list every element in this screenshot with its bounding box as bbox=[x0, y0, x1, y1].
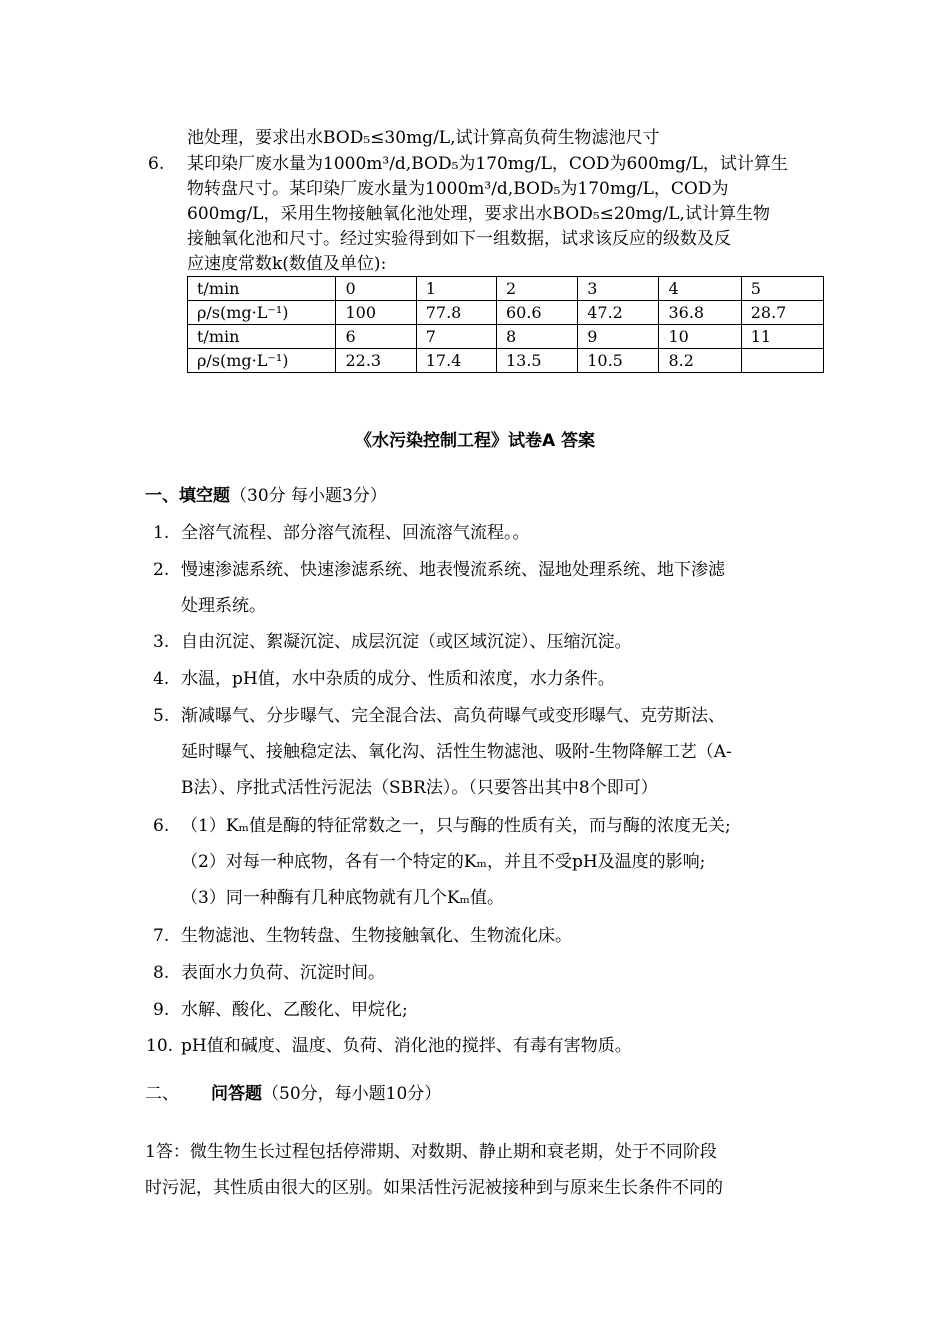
answer-line: 水温，pH值，水中杂质的成分、性质和浓度，水力条件。 bbox=[181, 669, 615, 689]
table-cell: 11 bbox=[741, 325, 823, 349]
table-cell: ρ/s(mg·L⁻¹) bbox=[188, 301, 336, 325]
table-cell: 5 bbox=[741, 277, 823, 301]
answer-paragraph-line: 时污泥，其性质由很大的区别。如果活性污泥被接种到与原来生长条件不同的 bbox=[145, 1178, 723, 1198]
table-cell: 6 bbox=[336, 325, 416, 349]
section-2-heading bbox=[211, 1082, 441, 1106]
table-cell: 77.8 bbox=[416, 301, 496, 325]
table-cell: 10 bbox=[659, 325, 741, 349]
answer-number: 10. bbox=[146, 1036, 174, 1056]
section-2-number: 二、 bbox=[145, 1084, 179, 1104]
answer-number: 4. bbox=[153, 669, 170, 689]
table-cell: 1 bbox=[416, 277, 496, 301]
question-6-line: 应速度常数k(数值及单位): bbox=[187, 254, 387, 274]
answer-number: 1. bbox=[153, 523, 170, 543]
answer-line: （3）同一种酶有几种底物就有几个Kₘ值。 bbox=[181, 888, 504, 908]
table-cell: 8 bbox=[496, 325, 577, 349]
section-1-heading bbox=[145, 484, 387, 508]
answer-line: 表面水力负荷、沉淀时间。 bbox=[181, 963, 385, 983]
answer-number: 9. bbox=[153, 1000, 170, 1020]
table-cell: 4 bbox=[659, 277, 741, 301]
answer-line: （2）对每一种底物，各有一个特定的Kₘ，并且不受pH及温度的影响; bbox=[181, 852, 706, 872]
answer-title: 《水污染控制工程》试卷A 答案 bbox=[354, 431, 596, 451]
table-row bbox=[188, 277, 824, 301]
answer-line: 处理系统。 bbox=[181, 596, 266, 616]
section-1-note: （30分 每小题3分） bbox=[230, 486, 387, 506]
answer-line: 全溶气流程、部分溶气流程、回流溶气流程。。 bbox=[181, 523, 530, 543]
reaction-data-table bbox=[187, 276, 824, 373]
section-2-note: （50分，每小题10分） bbox=[262, 1084, 442, 1104]
table-cell: 47.2 bbox=[578, 301, 659, 325]
table-cell: 9 bbox=[578, 325, 659, 349]
answer-line: 慢速渗滤系统、快速渗滤系统、地表慢流系统、湿地处理系统、地下渗滤 bbox=[181, 560, 725, 580]
question-6-line: 物转盘尺寸。某印染厂废水量为1000m³/d,BOD₅为170mg/L，COD为 bbox=[187, 179, 729, 199]
question-6-line: 600mg/L，采用生物接触氧化池处理，要求出水BOD₅≤20mg/L,试计算生物 bbox=[187, 204, 770, 224]
answer-line: 渐减曝气、分步曝气、完全混合法、高负荷曝气或变形曝气、克劳斯法、 bbox=[181, 706, 725, 726]
table-cell: 17.4 bbox=[416, 349, 496, 373]
table-cell: t/min bbox=[188, 277, 336, 301]
table-cell: 13.5 bbox=[496, 349, 577, 373]
table-cell: 7 bbox=[416, 325, 496, 349]
answer-number: 7. bbox=[153, 926, 170, 946]
section-1-title: 一、填空题 bbox=[145, 486, 230, 506]
table-cell: 22.3 bbox=[336, 349, 416, 373]
table-cell: 0 bbox=[336, 277, 416, 301]
answer-line: 延时曝气、接触稳定法、氧化沟、活性生物滤池、吸附-生物降解工艺（A- bbox=[181, 742, 732, 762]
table-cell bbox=[741, 349, 823, 373]
table-cell: 28.7 bbox=[741, 301, 823, 325]
answer-number: 6. bbox=[153, 816, 170, 836]
table-cell: 3 bbox=[578, 277, 659, 301]
table-cell: 60.6 bbox=[496, 301, 577, 325]
table-cell: 10.5 bbox=[578, 349, 659, 373]
table-cell: 36.8 bbox=[659, 301, 741, 325]
table-cell: 100 bbox=[336, 301, 416, 325]
table-row bbox=[188, 301, 824, 325]
answer-line: 生物滤池、生物转盘、生物接触氧化、生物流化床。 bbox=[181, 926, 572, 946]
table-cell: 8.2 bbox=[659, 349, 741, 373]
table-cell: t/min bbox=[188, 325, 336, 349]
question-continuation: 池处理，要求出水BOD₅≤30mg/L,试计算高负荷生物滤池尺寸 bbox=[187, 128, 660, 148]
answer-line: B法）、序批式活性污泥法（SBR法）。（只要答出其中8个即可） bbox=[181, 778, 658, 798]
table-row bbox=[188, 349, 824, 373]
table-cell: ρ/s(mg·L⁻¹) bbox=[188, 349, 336, 373]
answer-number: 3. bbox=[153, 632, 170, 652]
table-row bbox=[188, 325, 824, 349]
answer-line: 自由沉淀、絮凝沉淀、成层沉淀（或区域沉淀）、压缩沉淀。 bbox=[181, 632, 632, 652]
question-6-number: 6. bbox=[148, 154, 165, 174]
answer-number: 2. bbox=[153, 560, 170, 580]
answer-line: （1）Kₘ值是酶的特征常数之一，只与酶的性质有关，而与酶的浓度无关; bbox=[181, 816, 731, 836]
answer-paragraph-line: 1答：微生物生长过程包括停滞期、对数期、静止期和衰老期，处于不同阶段 bbox=[145, 1142, 717, 1162]
answer-number: 8. bbox=[153, 963, 170, 983]
table-cell: 2 bbox=[496, 277, 577, 301]
question-6-line: 某印染厂废水量为1000m³/d,BOD₅为170mg/L，COD为600mg/L，试计算生 bbox=[187, 154, 788, 174]
question-6-line: 接触氧化池和尺寸。经过实验得到如下一组数据，试求该反应的级数及反 bbox=[187, 229, 731, 249]
answer-number: 5. bbox=[153, 706, 170, 726]
section-2-title: 问答题 bbox=[211, 1084, 262, 1104]
answer-line: pH值和碱度、温度、负荷、消化池的搅拌、有毒有害物质。 bbox=[181, 1036, 632, 1056]
answer-line: 水解、酸化、乙酸化、甲烷化; bbox=[181, 1000, 408, 1020]
